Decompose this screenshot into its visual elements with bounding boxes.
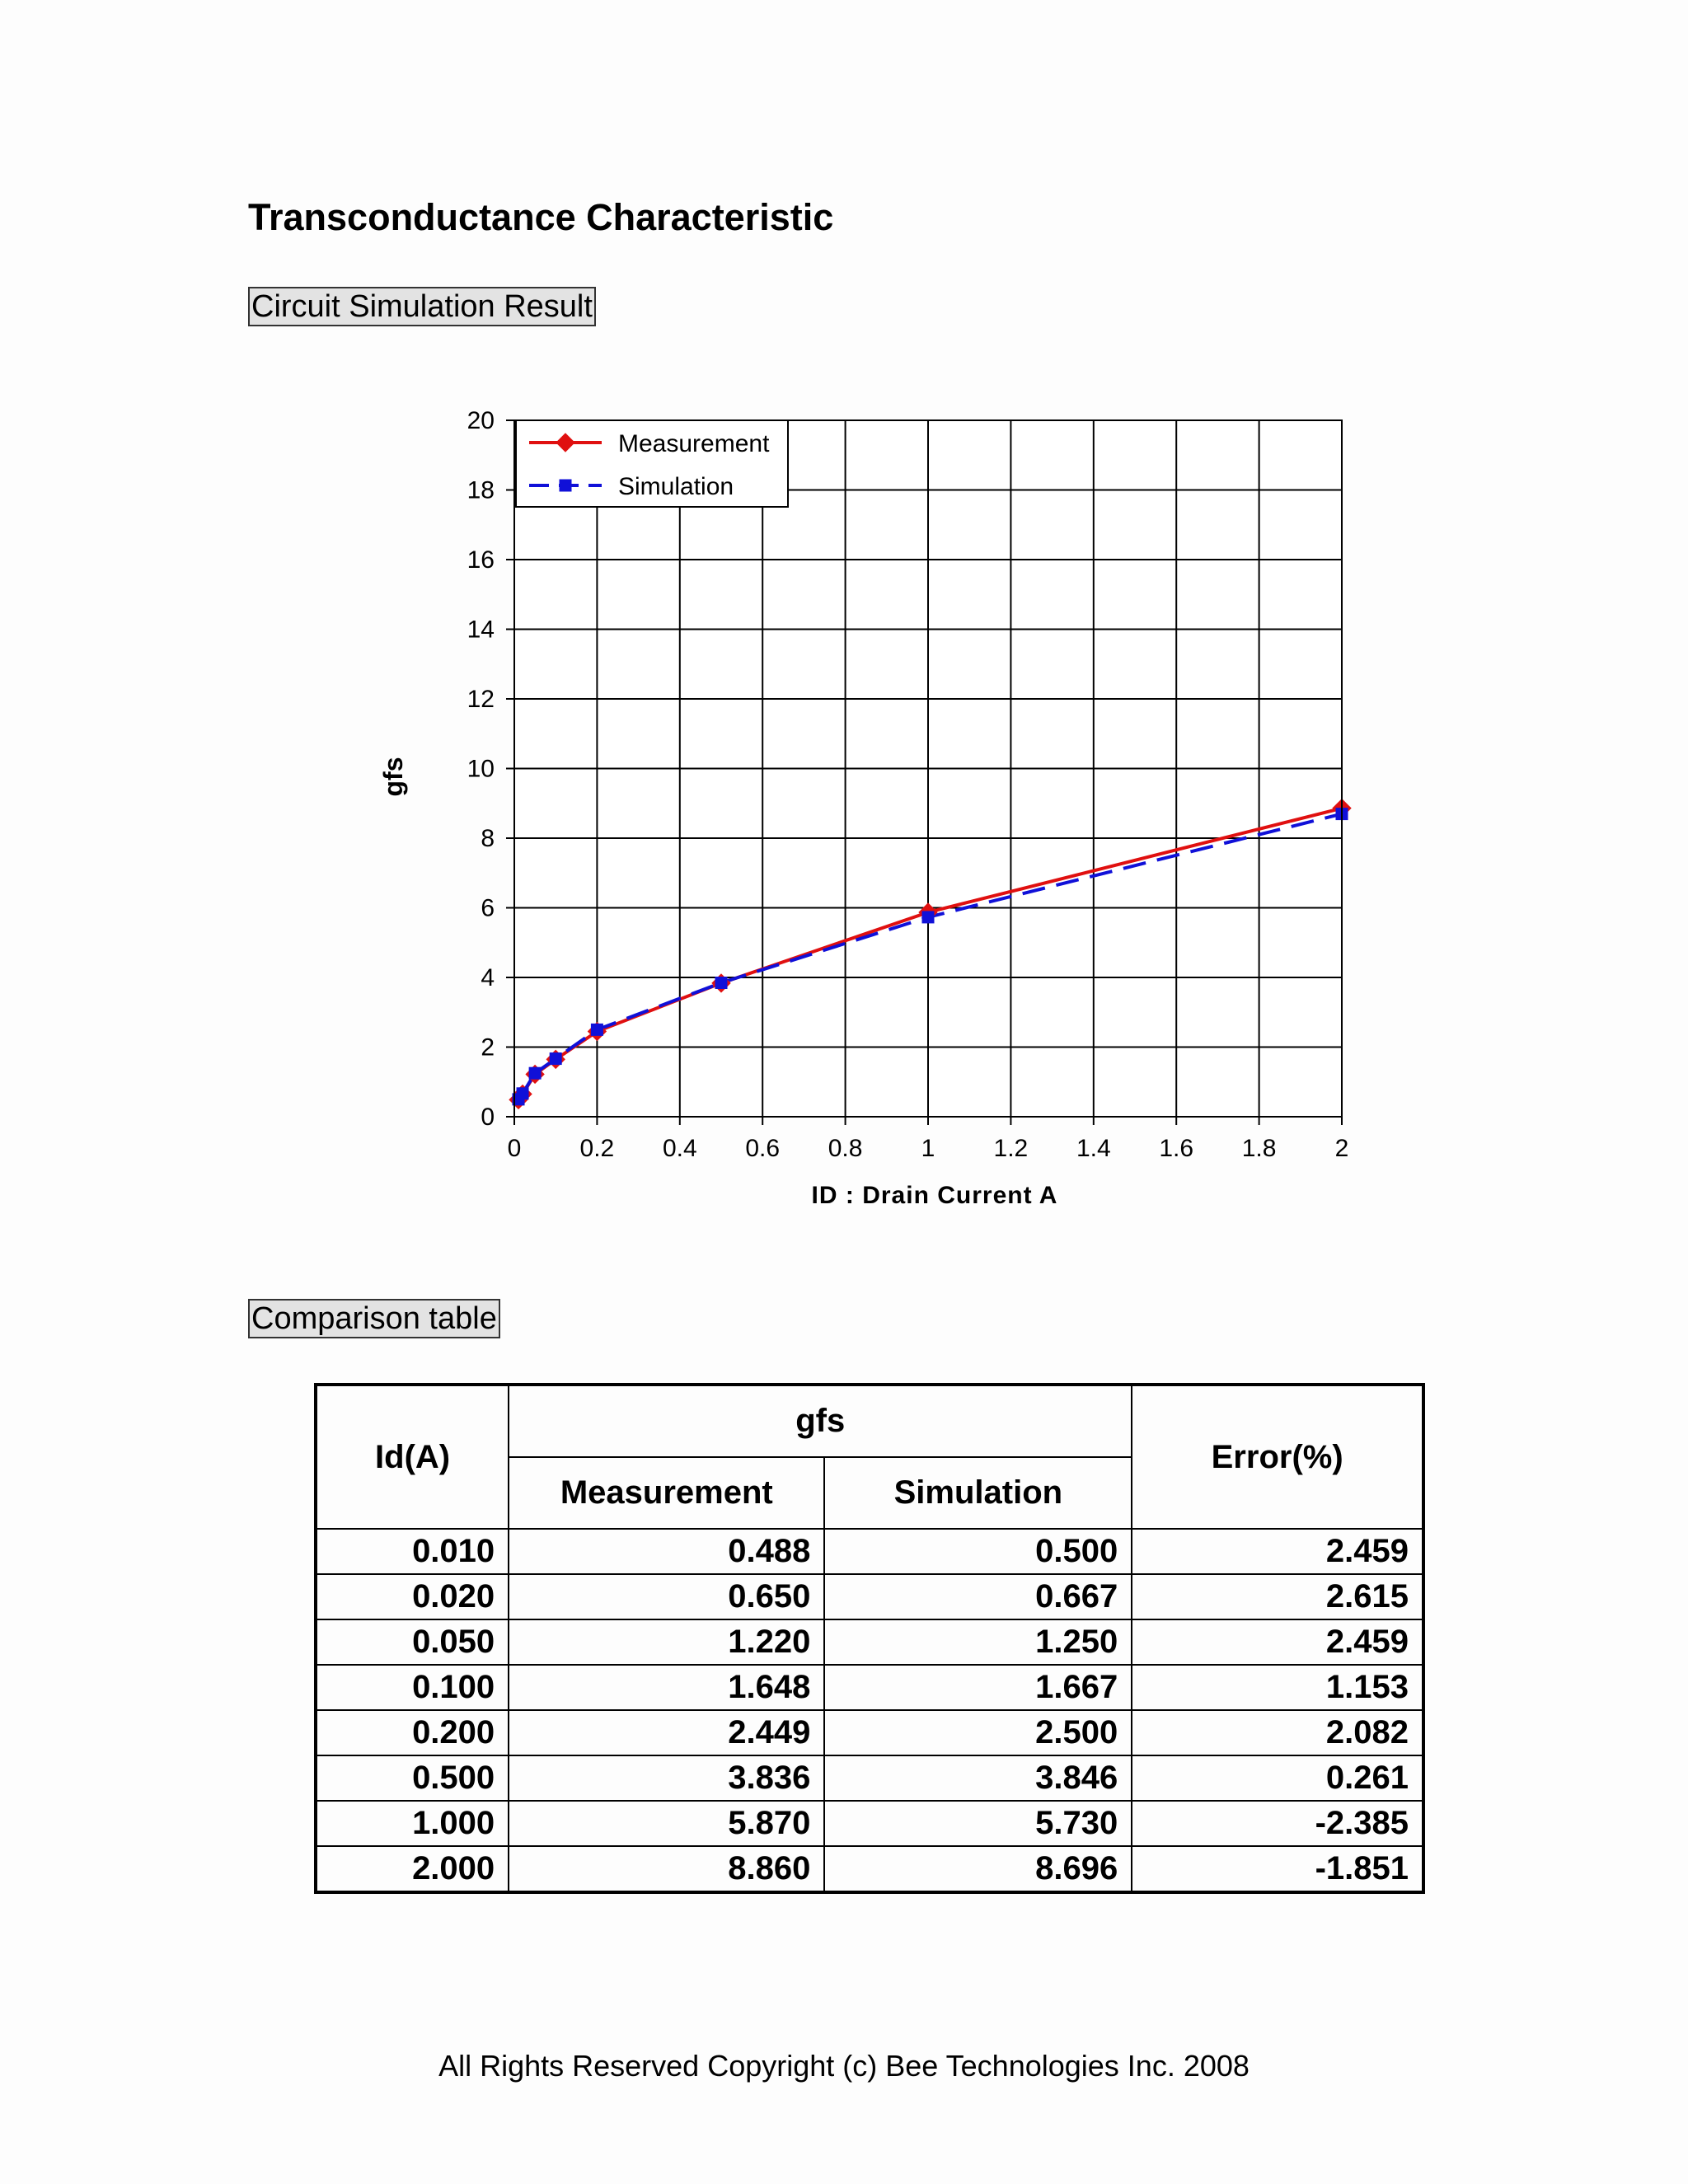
x-tick-label: 0.2: [579, 1135, 615, 1162]
table-cell: 0.667: [824, 1574, 1132, 1619]
header-id: Id(A): [316, 1385, 509, 1529]
section-label-table: Comparison table: [248, 1299, 500, 1338]
section-label-chart: Circuit Simulation Result: [248, 287, 596, 326]
data-point-simulation: [550, 1053, 561, 1065]
x-tick-label: 1.4: [1076, 1135, 1111, 1162]
table-cell: 0.020: [316, 1574, 509, 1619]
y-tick-label: 10: [467, 755, 495, 783]
x-tick-label: 1.2: [993, 1135, 1029, 1162]
x-axis-label: ID : Drain Current A: [811, 1182, 1058, 1209]
table-cell: -1.851: [1132, 1846, 1423, 1892]
table-cell: 2.615: [1132, 1574, 1423, 1619]
table-cell: 0.010: [316, 1529, 509, 1574]
table-row: [316, 1801, 1423, 1846]
y-tick-label: 4: [481, 964, 495, 991]
table-cell: 0.500: [824, 1529, 1132, 1574]
table-cell: 1.250: [824, 1619, 1132, 1665]
table-cell: -2.385: [1132, 1801, 1423, 1846]
y-tick-label: 12: [467, 686, 495, 713]
x-tick-label: 1.8: [1241, 1135, 1277, 1162]
table-row: [316, 1846, 1423, 1892]
table-cell: 5.730: [824, 1801, 1132, 1846]
table-cell: 0.500: [316, 1755, 509, 1801]
y-tick-label: 18: [467, 476, 495, 504]
data-point-simulation: [922, 912, 934, 923]
y-tick-label: 0: [481, 1104, 495, 1131]
table-row: [316, 1574, 1423, 1619]
legend-marker-simulation: [560, 480, 571, 491]
y-tick-label: 20: [467, 407, 495, 434]
table-cell: 3.846: [824, 1755, 1132, 1801]
table-cell: 1.648: [509, 1665, 824, 1710]
x-tick-label: 1: [921, 1135, 935, 1162]
x-tick-label: 1.6: [1159, 1135, 1194, 1162]
table-cell: 2.459: [1132, 1619, 1423, 1665]
x-tick-label: 0: [507, 1135, 522, 1162]
table-cell: 5.870: [509, 1801, 824, 1846]
x-tick-label: 0.6: [745, 1135, 781, 1162]
table-cell: 0.100: [316, 1665, 509, 1710]
table-cell: 0.488: [509, 1529, 824, 1574]
table-row: [316, 1710, 1423, 1755]
y-tick-label: 6: [481, 894, 495, 922]
copyright-footer: All Rights Reserved Copyright (c) Bee Technologies Inc. 2008: [438, 2049, 1250, 2083]
table-cell: 8.696: [824, 1846, 1132, 1892]
table-cell: 8.860: [509, 1846, 824, 1892]
comparison-table: [314, 1383, 1425, 1894]
table-cell: 1.220: [509, 1619, 824, 1665]
table-cell: 0.050: [316, 1619, 509, 1665]
header-error: Error(%): [1132, 1385, 1423, 1529]
table-row: [316, 1755, 1423, 1801]
data-point-simulation: [517, 1088, 528, 1099]
legend-label-measurement: Measurement: [618, 430, 770, 457]
table-cell: 3.836: [509, 1755, 824, 1801]
data-point-simulation: [591, 1024, 603, 1035]
table-cell: 0.650: [509, 1574, 824, 1619]
table-row: [316, 1619, 1423, 1665]
header-simulation: Simulation: [824, 1457, 1132, 1529]
y-tick-label: 8: [481, 825, 495, 852]
data-point-simulation: [529, 1067, 541, 1079]
table-cell: 1.000: [316, 1801, 509, 1846]
table-cell: 0.200: [316, 1710, 509, 1755]
table-row: [316, 1665, 1423, 1710]
table-cell: 2.082: [1132, 1710, 1423, 1755]
table-cell: 0.261: [1132, 1755, 1423, 1801]
table-cell: 2.500: [824, 1710, 1132, 1755]
table-row: [316, 1529, 1423, 1574]
table-cell: 2.000: [316, 1846, 509, 1892]
table-cell: 1.153: [1132, 1665, 1423, 1710]
y-axis-label: gfs: [378, 757, 408, 797]
x-tick-label: 0.4: [662, 1135, 697, 1162]
table-cell: 1.667: [824, 1665, 1132, 1710]
x-tick-label: 0.8: [828, 1135, 863, 1162]
table-cell: 2.449: [509, 1710, 824, 1755]
page-title: Transconductance Characteristic: [248, 196, 834, 238]
header-gfs: gfs: [509, 1385, 1132, 1457]
x-tick-label: 2: [1334, 1135, 1349, 1162]
data-point-simulation: [715, 977, 727, 989]
header-measurement: Measurement: [509, 1457, 824, 1529]
y-tick-label: 16: [467, 546, 495, 574]
y-tick-label: 14: [467, 616, 495, 644]
table-cell: 2.459: [1132, 1529, 1423, 1574]
legend-label-simulation: Simulation: [618, 473, 734, 500]
y-tick-label: 2: [481, 1033, 495, 1062]
